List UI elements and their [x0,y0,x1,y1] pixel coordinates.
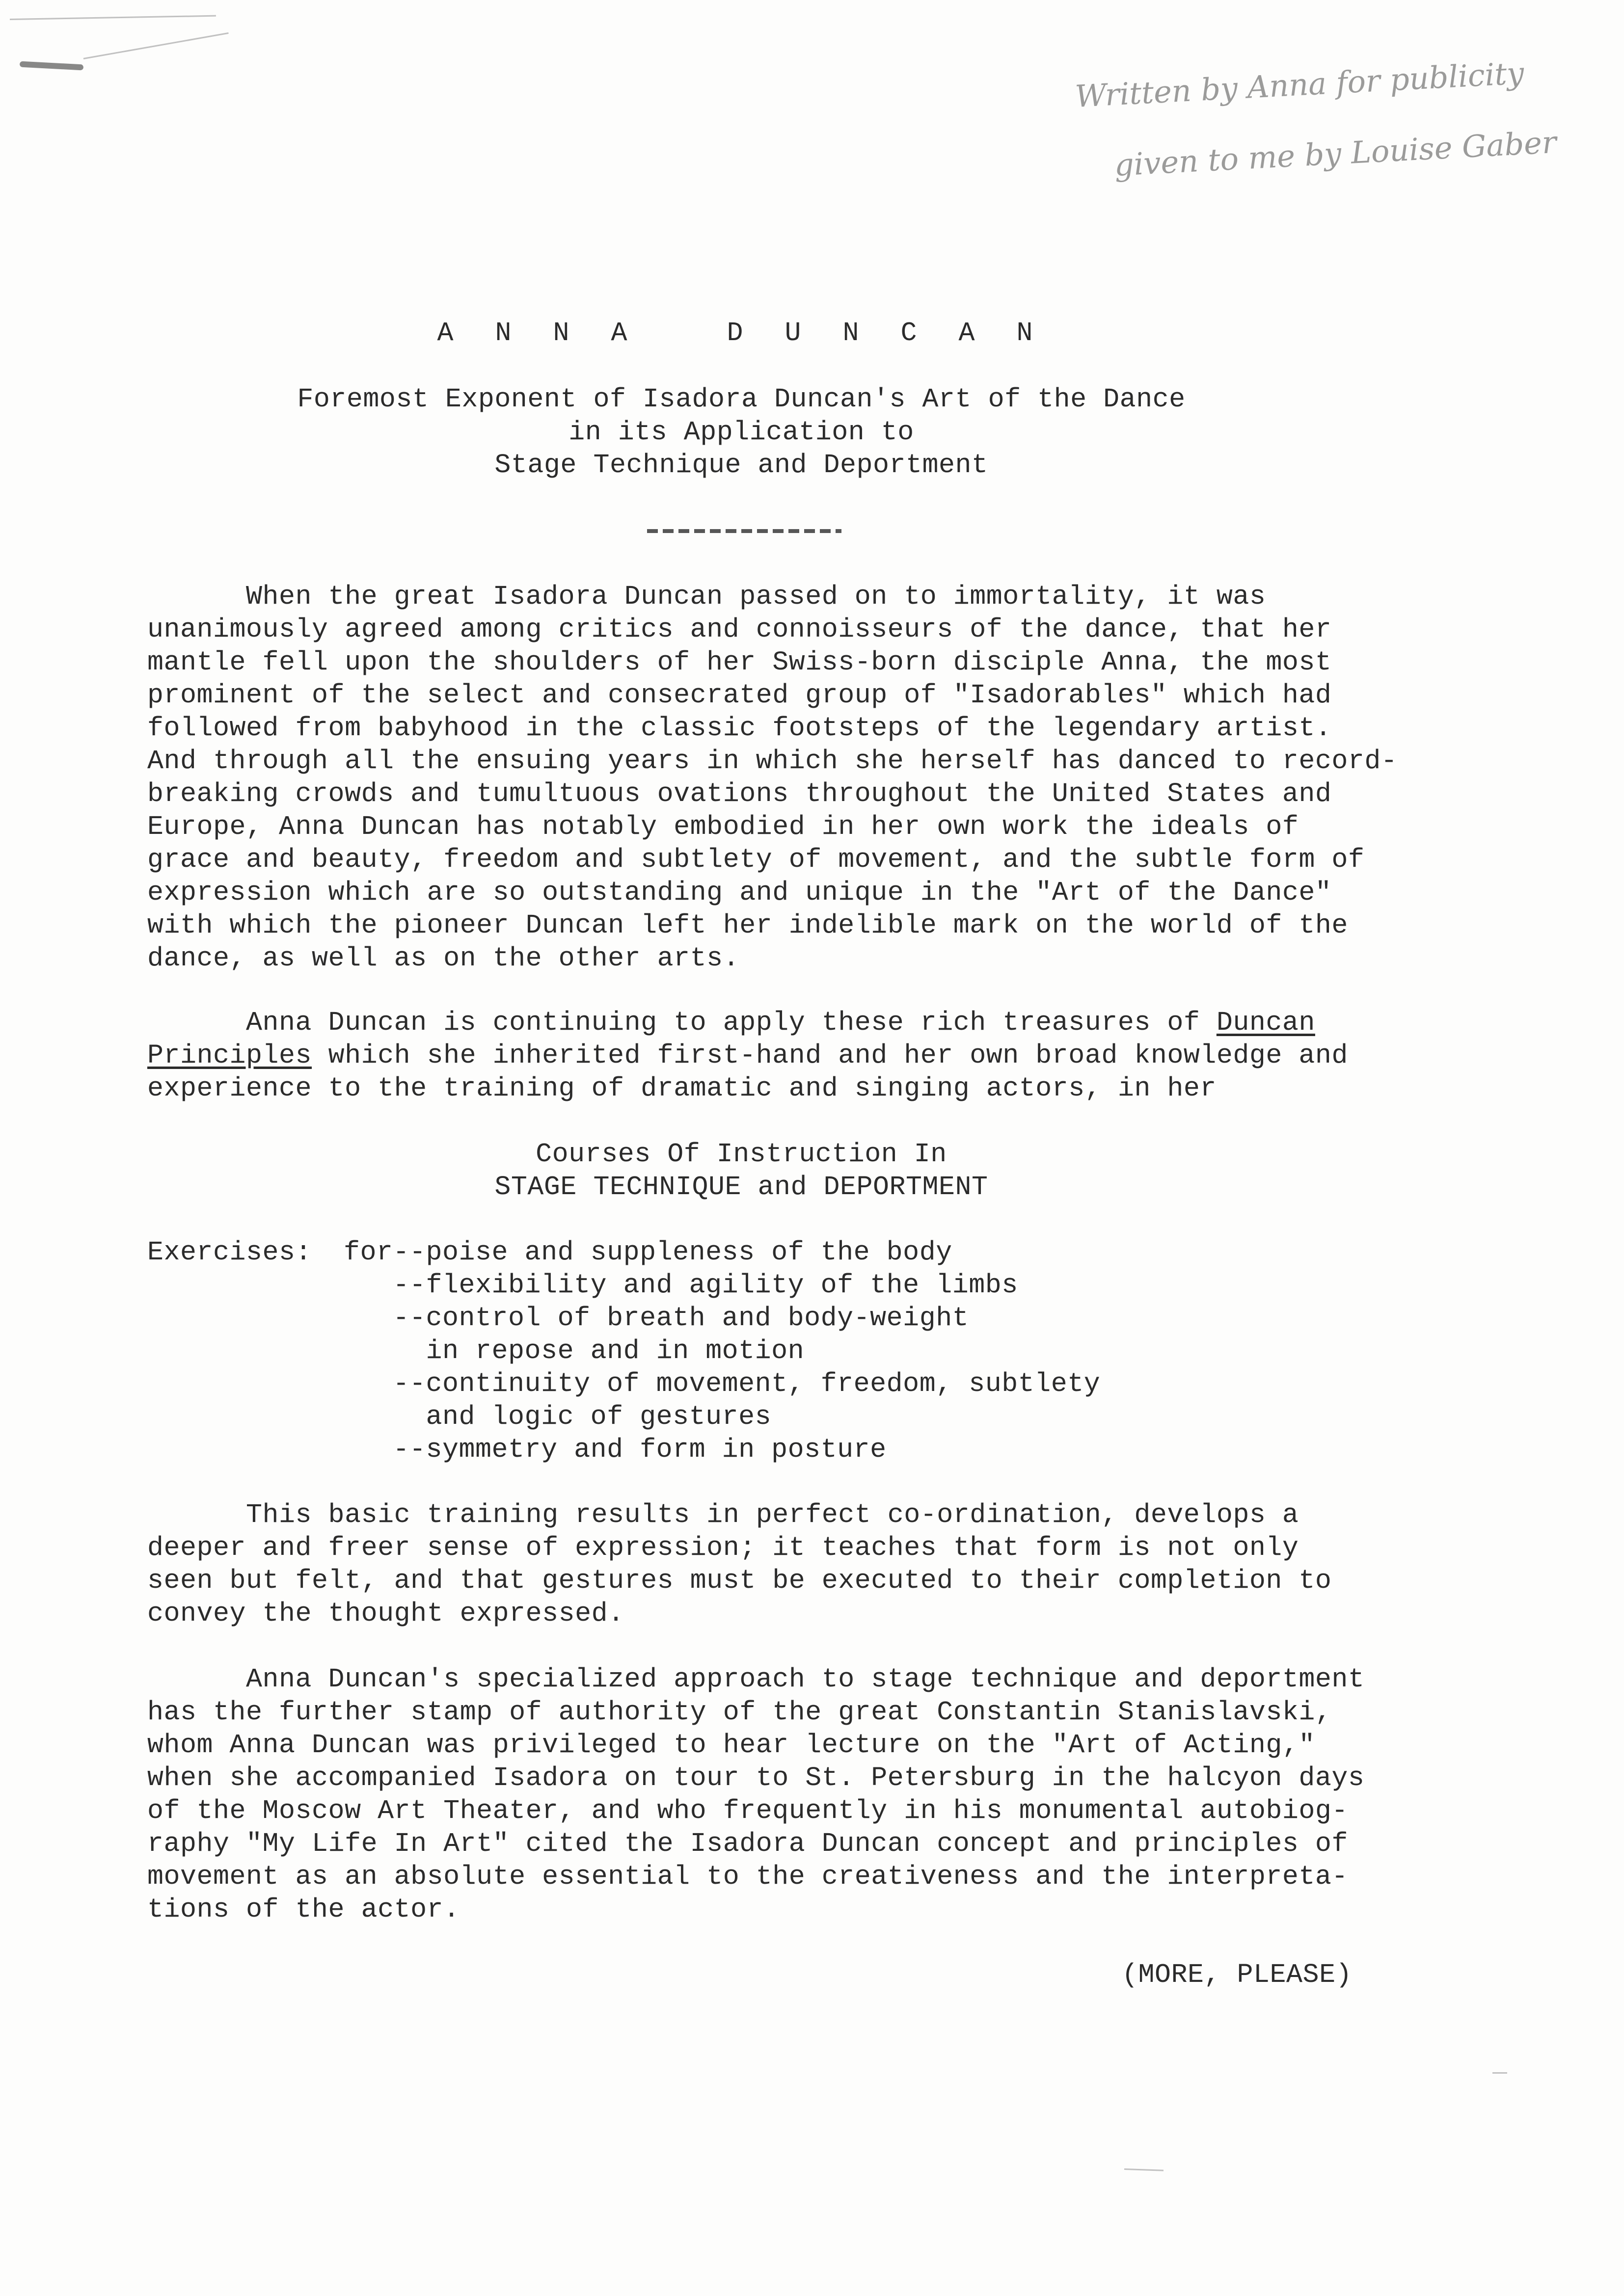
exercise-item: --symmetry and form in posture [344,1434,887,1465]
paragraph-2-line-3: experience to the training of dramatic and singing actors, in her [147,1073,1217,1104]
pencil-mark [1492,2072,1507,2074]
pencil-mark [83,32,229,59]
paragraph-2-line-1 [147,1006,1315,1040]
pencil-mark [10,15,216,20]
paragraph-1-line: And through all the ensuing years in which she herself has danced to record- [147,746,1398,776]
exercise-item: in repose and in motion [344,1335,805,1366]
subtitle-line-1: Foremost Exponent of Isadora Duncan's Art of the Dance [297,384,1186,415]
handwritten-note-line-1: Written by Anna for publicity [1074,55,1525,114]
courses-heading-line-2: STAGE TECHNIQUE and DEPORTMENT [494,1172,988,1202]
underlined-text: Principles [147,1040,312,1071]
paragraph-2-line-2 [147,1039,1348,1072]
paragraph-4-line: raphy "My Life In Art" cited the Isadora Duncan concept and principles of [147,1828,1348,1859]
paragraph-4-line: movement as an absolute essential to the creativeness and the interpreta- [147,1861,1348,1892]
paragraph-3-line: deeper and freer sense of expression; it teaches that form is not only [147,1532,1299,1563]
paragraph-3-line: convey the thought expressed. [147,1598,624,1629]
paragraph-1-line: dance, as well as on the other arts. [147,943,740,974]
exercises-label: Exercises: [147,1237,312,1268]
paragraph-1-line: unanimously agreed among critics and connoisseurs of the dance, that her [147,614,1332,645]
paragraph-1-line: followed from babyhood in the classic footsteps of the legendary artist. [147,713,1332,744]
paragraph-4-line: when she accompanied Isadora on tour to St. Petersburg in the halcyon days [147,1762,1365,1793]
paragraph-4-line: Anna Duncan's specialized approach to stage technique and deportment [147,1664,1365,1695]
continuation-note: (MORE, PLEASE) [1122,1959,1353,1990]
subtitle-line-2: in its Application to [568,417,914,448]
exercise-item: --flexibility and agility of the limbs [344,1270,1018,1301]
ink-mark [20,61,83,71]
underlined-text: Duncan [1216,1007,1315,1038]
exercise-item: and logic of gestures [344,1401,772,1432]
paragraph-3-line: seen but felt, and that gestures must be executed to their completion to [147,1565,1332,1596]
exercise-item: --continuity of movement, freedom, subtlety [344,1368,1101,1399]
paragraph-1-line: mantle fell upon the shoulders of her Swiss-born disciple Anna, the most [147,647,1332,678]
paragraph-4-line: tions of the actor. [147,1894,460,1925]
paragraph-3-line: This basic training results in perfect co-ordination, develops a [147,1499,1299,1530]
paragraph-1-line: breaking crowds and tumultuous ovations throughout the United States and [147,778,1332,809]
paragraph-4-line: has the further stamp of authority of the great Constantin Stanislavski, [147,1697,1332,1728]
paragraph-1-line: When the great Isadora Duncan passed on to immortality, it was [147,581,1266,612]
paragraph-2-text: Anna Duncan is continuing to apply these rich treasures of [147,1007,1217,1038]
exercise-item: for--poise and suppleness of the body [344,1237,952,1268]
courses-heading-line-1: Courses Of Instruction In [536,1139,947,1170]
paragraph-1-line: with which the pioneer Duncan left her indelible mark on the world of the [147,910,1348,941]
paragraph-4-line: whom Anna Duncan was privileged to hear lecture on the "Art of Acting," [147,1730,1315,1761]
paragraph-1-line: prominent of the select and consecrated group of "Isadorables" which had [147,680,1332,711]
ornamental-separator [647,529,841,533]
paragraph-4-line: of the Moscow Art Theater, and who frequently in his monumental autobiog- [147,1795,1348,1826]
subtitle-line-3: Stage Technique and Deportment [494,450,988,481]
paragraph-1-line: grace and beauty, freedom and subtlety of movement, and the subtle form of [147,844,1365,875]
paragraph-1-line: expression which are so outstanding and unique in the "Art of the Dance" [147,877,1332,908]
paragraph-1-line: Europe, Anna Duncan has notably embodied in her own work the ideals of [147,811,1299,842]
document-title: A N N A D U N C A N [437,318,1046,348]
exercise-item: --control of breath and body-weight [344,1303,969,1334]
handwritten-note-line-2: given to me by Louise Gaber [1113,124,1558,183]
paragraph-2-text: which she inherited first-hand and her own broad knowledge and [312,1040,1348,1071]
pencil-mark [1124,2168,1164,2171]
